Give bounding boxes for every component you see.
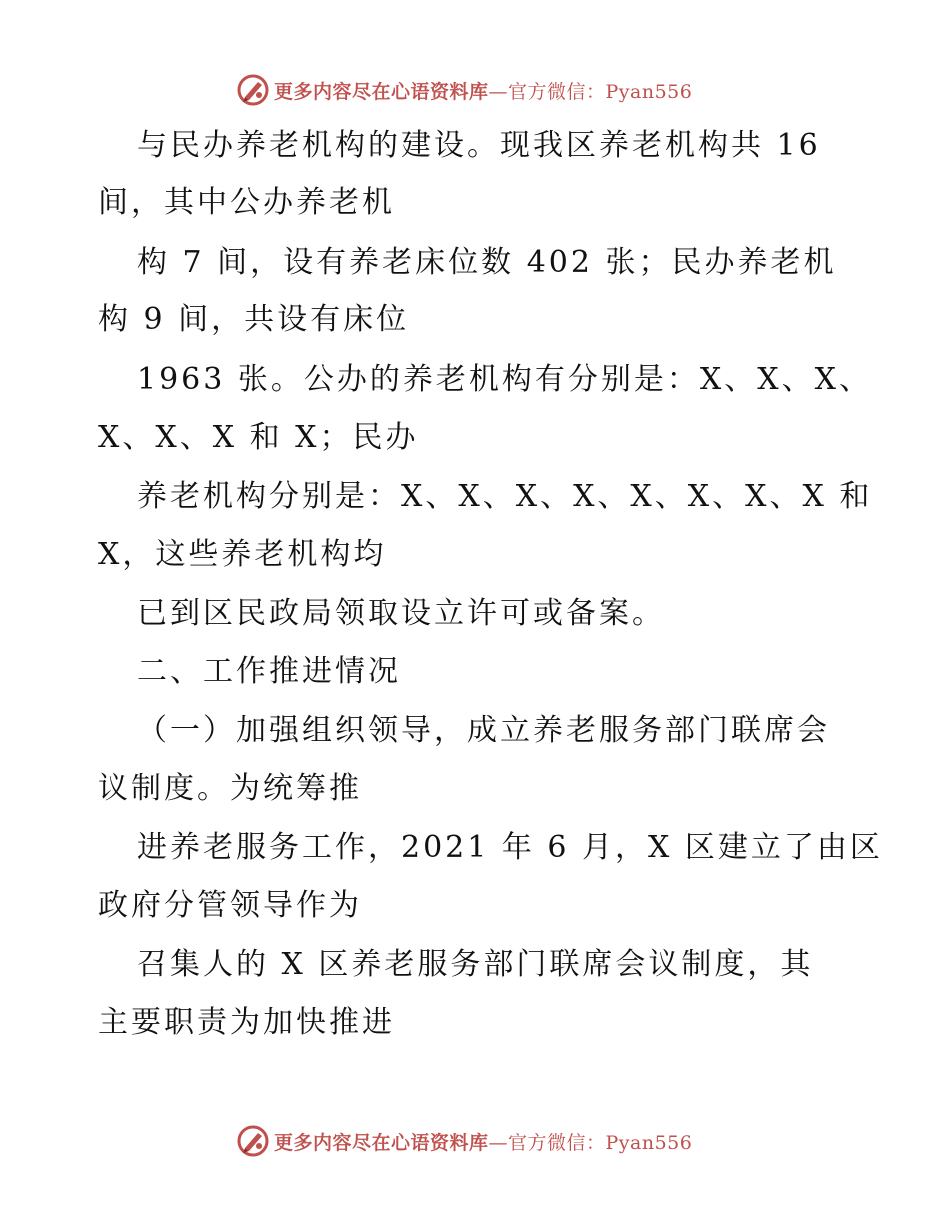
text-line: 间，其中公办养老机 — [98, 185, 395, 220]
text-line: 主要职责为加快推进 — [98, 1005, 395, 1040]
text-line: 召集人的 X 区养老服务部门联席会议制度，其 — [137, 947, 814, 982]
text-line: 与民办养老机构的建设。现我区养老机构共 16 — [137, 128, 821, 163]
watermark-text-plain: —官方微信：Pyan556 — [488, 80, 693, 103]
pen-heart-logo-icon — [236, 73, 270, 107]
text-line: 进养老服务工作，2021 年 6 月，X 区建立了由区 — [137, 830, 883, 865]
text-line: X，这些养老机构均 — [98, 537, 387, 572]
watermark-text — [274, 1128, 692, 1155]
header-watermark — [236, 73, 692, 107]
text-line: 政府分管领导作为 — [98, 888, 362, 923]
text-line: X、X、X 和 X；民办 — [98, 420, 419, 455]
footer-watermark — [236, 1124, 692, 1158]
text-line: 养老机构分别是：X、X、X、X、X、X、X、X 和 — [137, 479, 873, 514]
section-heading: 二、工作推进情况 — [137, 654, 401, 689]
watermark-text — [274, 77, 692, 104]
watermark-text-bold: 更多内容尽在心语资料库 — [274, 80, 489, 103]
watermark-text-bold: 更多内容尽在心语资料库 — [274, 1131, 489, 1154]
text-line: 已到区民政局领取设立许可或备案。 — [137, 596, 665, 631]
text-line: 1963 张。公办的养老机构有分别是：X、X、X、 — [137, 362, 872, 397]
pen-heart-logo-icon — [236, 1124, 270, 1158]
text-line: （一）加强组织领导，成立养老服务部门联席会 — [137, 713, 830, 748]
text-line: 构 7 间，设有养老床位数 402 张；民办养老机 — [137, 245, 837, 280]
text-line: 构 9 间，共设有床位 — [98, 302, 410, 337]
text-line: 议制度。为统筹推 — [98, 771, 362, 806]
watermark-text-plain: —官方微信：Pyan556 — [488, 1131, 693, 1154]
